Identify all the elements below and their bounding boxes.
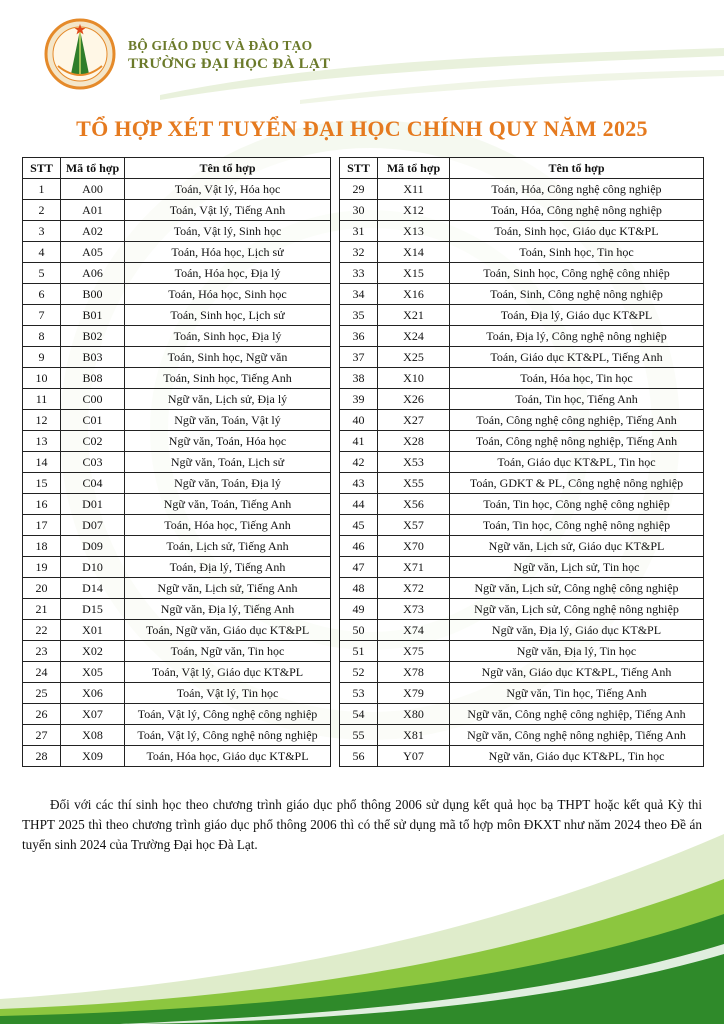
- row-stt: 6: [23, 284, 61, 305]
- row-code: A01: [61, 200, 125, 221]
- row-stt: 8: [23, 326, 61, 347]
- row-stt: 34: [340, 284, 378, 305]
- row-code: X13: [378, 221, 450, 242]
- row-stt: 25: [23, 683, 61, 704]
- row-code: X78: [378, 662, 450, 683]
- row-code: X09: [61, 746, 125, 767]
- table-row: [340, 704, 704, 725]
- row-code: X21: [378, 305, 450, 326]
- row-name: Toán, Địa lý, Công nghệ nông nghiệp: [450, 326, 704, 347]
- row-code: X53: [378, 452, 450, 473]
- row-code: A02: [61, 221, 125, 242]
- row-stt: 49: [340, 599, 378, 620]
- row-name: Ngữ văn, Lịch sử, Tiếng Anh: [125, 578, 331, 599]
- table-row: [23, 200, 331, 221]
- row-code: X01: [61, 620, 125, 641]
- row-code: C00: [61, 389, 125, 410]
- row-name: Ngữ văn, Toán, Lịch sử: [125, 452, 331, 473]
- row-code: X80: [378, 704, 450, 725]
- table-row: [340, 725, 704, 746]
- row-stt: 26: [23, 704, 61, 725]
- row-stt: 52: [340, 662, 378, 683]
- row-code: X15: [378, 263, 450, 284]
- table-row: [23, 242, 331, 263]
- row-name: Toán, Hóa học, Tin học: [450, 368, 704, 389]
- row-code: A00: [61, 179, 125, 200]
- row-stt: 10: [23, 368, 61, 389]
- table-row: [23, 221, 331, 242]
- table-row: [340, 305, 704, 326]
- row-code: X71: [378, 557, 450, 578]
- table-row: [340, 662, 704, 683]
- row-code: X08: [61, 725, 125, 746]
- col-header-name: Tên tổ hợp: [125, 158, 331, 179]
- row-code: B08: [61, 368, 125, 389]
- table-row: [340, 683, 704, 704]
- row-code: X27: [378, 410, 450, 431]
- row-stt: 13: [23, 431, 61, 452]
- table-row: [340, 578, 704, 599]
- row-stt: 39: [340, 389, 378, 410]
- row-stt: 29: [340, 179, 378, 200]
- table-row: [23, 326, 331, 347]
- row-code: X72: [378, 578, 450, 599]
- table-row: [340, 284, 704, 305]
- row-code: X02: [61, 641, 125, 662]
- row-code: C02: [61, 431, 125, 452]
- row-name: Toán, Vật lý, Sinh học: [125, 221, 331, 242]
- table-row: [340, 326, 704, 347]
- combination-table-left: [22, 157, 331, 767]
- row-name: Ngữ văn, Toán, Hóa học: [125, 431, 331, 452]
- row-stt: 33: [340, 263, 378, 284]
- row-name: Toán, Sinh học, Tiếng Anh: [125, 368, 331, 389]
- row-name: Ngữ văn, Toán, Địa lý: [125, 473, 331, 494]
- row-name: Toán, Giáo dục KT&PL, Tin học: [450, 452, 704, 473]
- table-row: [23, 683, 331, 704]
- row-code: X55: [378, 473, 450, 494]
- row-code: D14: [61, 578, 125, 599]
- row-code: Y07: [378, 746, 450, 767]
- table-row: [23, 473, 331, 494]
- row-code: X81: [378, 725, 450, 746]
- row-stt: 31: [340, 221, 378, 242]
- row-name: Toán, Địa lý, Giáo dục KT&PL: [450, 305, 704, 326]
- row-stt: 32: [340, 242, 378, 263]
- row-name: Toán, Vật lý, Công nghệ công nghiệp: [125, 704, 331, 725]
- row-stt: 45: [340, 515, 378, 536]
- table-row: [340, 452, 704, 473]
- row-code: A06: [61, 263, 125, 284]
- row-code: B03: [61, 347, 125, 368]
- table-row: [23, 431, 331, 452]
- row-name: Toán, Hóa học, Giáo dục KT&PL: [125, 746, 331, 767]
- table-row: [340, 557, 704, 578]
- row-stt: 17: [23, 515, 61, 536]
- row-name: Toán, Lịch sử, Tiếng Anh: [125, 536, 331, 557]
- row-stt: 12: [23, 410, 61, 431]
- row-stt: 4: [23, 242, 61, 263]
- row-name: Ngữ văn, Lịch sử, Công nghệ công nghiệp: [450, 578, 704, 599]
- col-header-code: Mã tổ hợp: [61, 158, 125, 179]
- row-name: Toán, Hóa học, Lịch sử: [125, 242, 331, 263]
- table-row: [340, 494, 704, 515]
- table-row: [23, 410, 331, 431]
- row-name: Toán, Sinh học, Tin học: [450, 242, 704, 263]
- table-row: [23, 284, 331, 305]
- table-row: [23, 704, 331, 725]
- row-stt: 51: [340, 641, 378, 662]
- row-code: X05: [61, 662, 125, 683]
- table-row: [23, 641, 331, 662]
- row-stt: 23: [23, 641, 61, 662]
- row-code: X28: [378, 431, 450, 452]
- row-stt: 50: [340, 620, 378, 641]
- row-stt: 38: [340, 368, 378, 389]
- row-name: Toán, Ngữ văn, Tin học: [125, 641, 331, 662]
- table-header-row: [23, 158, 331, 179]
- row-name: Ngữ văn, Toán, Vật lý: [125, 410, 331, 431]
- row-code: B00: [61, 284, 125, 305]
- table-row: [23, 494, 331, 515]
- row-stt: 35: [340, 305, 378, 326]
- row-code: D10: [61, 557, 125, 578]
- table-row: [340, 620, 704, 641]
- row-stt: 27: [23, 725, 61, 746]
- row-stt: 28: [23, 746, 61, 767]
- row-stt: 24: [23, 662, 61, 683]
- row-stt: 3: [23, 221, 61, 242]
- table-row: [23, 305, 331, 326]
- row-stt: 56: [340, 746, 378, 767]
- row-name: Ngữ văn, Lịch sử, Tin học: [450, 557, 704, 578]
- row-stt: 43: [340, 473, 378, 494]
- row-stt: 44: [340, 494, 378, 515]
- row-stt: 2: [23, 200, 61, 221]
- row-code: C01: [61, 410, 125, 431]
- table-row: [23, 557, 331, 578]
- col-header-stt: STT: [23, 158, 61, 179]
- row-name: Ngữ văn, Công nghệ nông nghiệp, Tiếng Anh: [450, 725, 704, 746]
- row-name: Toán, Địa lý, Tiếng Anh: [125, 557, 331, 578]
- row-name: Toán, Tin học, Tiếng Anh: [450, 389, 704, 410]
- table-row: [340, 242, 704, 263]
- table-row: [23, 599, 331, 620]
- table-row: [340, 200, 704, 221]
- page-title: TỔ HỢP XÉT TUYỂN ĐẠI HỌC CHÍNH QUY NĂM 2025: [76, 116, 648, 141]
- footnote-paragraph: Đối với các thí sinh học theo chương trình giáo dục phổ thông 2006 sử dụng kết quả học bạ THPT hoặc kết quả Kỳ thi THPT 2025 thì theo chương trình giáo dục phổ thông 2006 thì có thể sử dụng mã tổ hợp môn ĐKXT như năm 2024 theo Đề án tuyển sinh 2024 của Trường Đại học Đà Lạt.: [22, 797, 702, 852]
- row-name: Toán, Giáo dục KT&PL, Tiếng Anh: [450, 347, 704, 368]
- row-code: X79: [378, 683, 450, 704]
- table-row: [23, 620, 331, 641]
- row-stt: 48: [340, 578, 378, 599]
- row-code: X73: [378, 599, 450, 620]
- ministry-name: BỘ GIÁO DỤC VÀ ĐÀO TẠO: [128, 38, 313, 53]
- row-code: X07: [61, 704, 125, 725]
- row-stt: 14: [23, 452, 61, 473]
- row-stt: 7: [23, 305, 61, 326]
- row-stt: 15: [23, 473, 61, 494]
- row-name: Toán, Sinh, Công nghệ nông nghiệp: [450, 284, 704, 305]
- row-stt: 9: [23, 347, 61, 368]
- row-stt: 16: [23, 494, 61, 515]
- row-name: Toán, GDKT & PL, Công nghệ nông nghiệp: [450, 473, 704, 494]
- row-stt: 36: [340, 326, 378, 347]
- row-code: C04: [61, 473, 125, 494]
- row-code: D01: [61, 494, 125, 515]
- row-stt: 11: [23, 389, 61, 410]
- row-name: Ngữ văn, Tin học, Tiếng Anh: [450, 683, 704, 704]
- row-stt: 40: [340, 410, 378, 431]
- row-name: Toán, Hóa, Công nghệ nông nghiệp: [450, 200, 704, 221]
- table-row: [23, 452, 331, 473]
- row-name: Ngữ văn, Giáo dục KT&PL, Tiếng Anh: [450, 662, 704, 683]
- row-name: Toán, Sinh học, Giáo dục KT&PL: [450, 221, 704, 242]
- row-name: Toán, Công nghệ nông nghiệp, Tiếng Anh: [450, 431, 704, 452]
- table-row: [23, 389, 331, 410]
- col-header-name: Tên tổ hợp: [450, 158, 704, 179]
- row-code: X06: [61, 683, 125, 704]
- row-stt: 20: [23, 578, 61, 599]
- row-stt: 37: [340, 347, 378, 368]
- row-code: D09: [61, 536, 125, 557]
- row-stt: 46: [340, 536, 378, 557]
- table-row: [340, 347, 704, 368]
- table-row: [340, 368, 704, 389]
- row-stt: 42: [340, 452, 378, 473]
- row-name: Toán, Vật lý, Công nghệ nông nghiệp: [125, 725, 331, 746]
- row-code: X25: [378, 347, 450, 368]
- row-code: X75: [378, 641, 450, 662]
- row-code: A05: [61, 242, 125, 263]
- table-row: [23, 746, 331, 767]
- col-header-code: Mã tổ hợp: [378, 158, 450, 179]
- row-code: D15: [61, 599, 125, 620]
- table-row: [340, 641, 704, 662]
- table-row: [23, 536, 331, 557]
- row-stt: 55: [340, 725, 378, 746]
- row-code: X24: [378, 326, 450, 347]
- table-header-row: [340, 158, 704, 179]
- table-row: [340, 263, 704, 284]
- row-code: X57: [378, 515, 450, 536]
- row-name: Toán, Sinh học, Công nghệ công nhiệp: [450, 263, 704, 284]
- row-code: X26: [378, 389, 450, 410]
- row-name: Toán, Vật lý, Tin học: [125, 683, 331, 704]
- row-code: X10: [378, 368, 450, 389]
- col-header-stt: STT: [340, 158, 378, 179]
- table-row: [340, 410, 704, 431]
- row-name: Toán, Hóa, Công nghệ công nghiệp: [450, 179, 704, 200]
- table-row: [23, 662, 331, 683]
- row-code: X14: [378, 242, 450, 263]
- organization-header: [128, 38, 330, 73]
- row-stt: 1: [23, 179, 61, 200]
- row-code: C03: [61, 452, 125, 473]
- row-stt: 41: [340, 431, 378, 452]
- table-row: [23, 368, 331, 389]
- row-code: X16: [378, 284, 450, 305]
- row-code: X74: [378, 620, 450, 641]
- row-stt: 5: [23, 263, 61, 284]
- row-stt: 30: [340, 200, 378, 221]
- row-name: Toán, Vật lý, Tiếng Anh: [125, 200, 331, 221]
- table-row: [340, 599, 704, 620]
- row-code: B01: [61, 305, 125, 326]
- table-row: [340, 221, 704, 242]
- table-row: [23, 179, 331, 200]
- table-row: [23, 578, 331, 599]
- table-row: [340, 473, 704, 494]
- row-name: Toán, Tin học, Công nghệ công nghiệp: [450, 494, 704, 515]
- row-code: X56: [378, 494, 450, 515]
- row-name: Toán, Hóa học, Sinh học: [125, 284, 331, 305]
- row-name: Toán, Tin học, Công nghệ nông nghiệp: [450, 515, 704, 536]
- table-row: [23, 263, 331, 284]
- table-row: [340, 389, 704, 410]
- row-name: Toán, Sinh học, Lịch sử: [125, 305, 331, 326]
- row-name: Toán, Sinh học, Địa lý: [125, 326, 331, 347]
- row-code: D07: [61, 515, 125, 536]
- table-row: [340, 179, 704, 200]
- row-stt: 22: [23, 620, 61, 641]
- row-stt: 21: [23, 599, 61, 620]
- row-code: X11: [378, 179, 450, 200]
- table-row: [340, 536, 704, 557]
- table-row: [340, 746, 704, 767]
- footer-wave-decoration: [0, 794, 724, 1024]
- row-name: Ngữ văn, Địa lý, Giáo dục KT&PL: [450, 620, 704, 641]
- row-name: Ngữ văn, Địa lý, Tiếng Anh: [125, 599, 331, 620]
- row-code: X70: [378, 536, 450, 557]
- row-name: Toán, Vật lý, Giáo dục KT&PL: [125, 662, 331, 683]
- row-name: Toán, Sinh học, Ngữ văn: [125, 347, 331, 368]
- row-stt: 53: [340, 683, 378, 704]
- row-stt: 19: [23, 557, 61, 578]
- row-stt: 18: [23, 536, 61, 557]
- table-row: [340, 515, 704, 536]
- table-row: [23, 515, 331, 536]
- row-name: Toán, Hóa học, Tiếng Anh: [125, 515, 331, 536]
- combination-table-right: [339, 157, 704, 767]
- row-stt: 54: [340, 704, 378, 725]
- row-name: Ngữ văn, Lịch sử, Giáo dục KT&PL: [450, 536, 704, 557]
- row-name: Toán, Vật lý, Hóa học: [125, 179, 331, 200]
- row-stt: 47: [340, 557, 378, 578]
- row-name: Ngữ văn, Lịch sử, Địa lý: [125, 389, 331, 410]
- university-name: TRƯỜNG ĐẠI HỌC ĐÀ LẠT: [128, 56, 331, 72]
- row-name: Toán, Ngữ văn, Giáo dục KT&PL: [125, 620, 331, 641]
- table-row: [23, 725, 331, 746]
- row-name: Ngữ văn, Địa lý, Tin học: [450, 641, 704, 662]
- row-name: Toán, Hóa học, Địa lý: [125, 263, 331, 284]
- row-name: Ngữ văn, Lịch sử, Công nghệ nông nghiệp: [450, 599, 704, 620]
- table-row: [340, 431, 704, 452]
- row-name: Ngữ văn, Toán, Tiếng Anh: [125, 494, 331, 515]
- table-row: [23, 347, 331, 368]
- row-code: X12: [378, 200, 450, 221]
- row-code: B02: [61, 326, 125, 347]
- row-name: Ngữ văn, Giáo dục KT&PL, Tin học: [450, 746, 704, 767]
- row-name: Ngữ văn, Công nghệ công nghiệp, Tiếng Anh: [450, 704, 704, 725]
- row-name: Toán, Công nghệ công nghiệp, Tiếng Anh: [450, 410, 704, 431]
- university-logo: [44, 18, 116, 90]
